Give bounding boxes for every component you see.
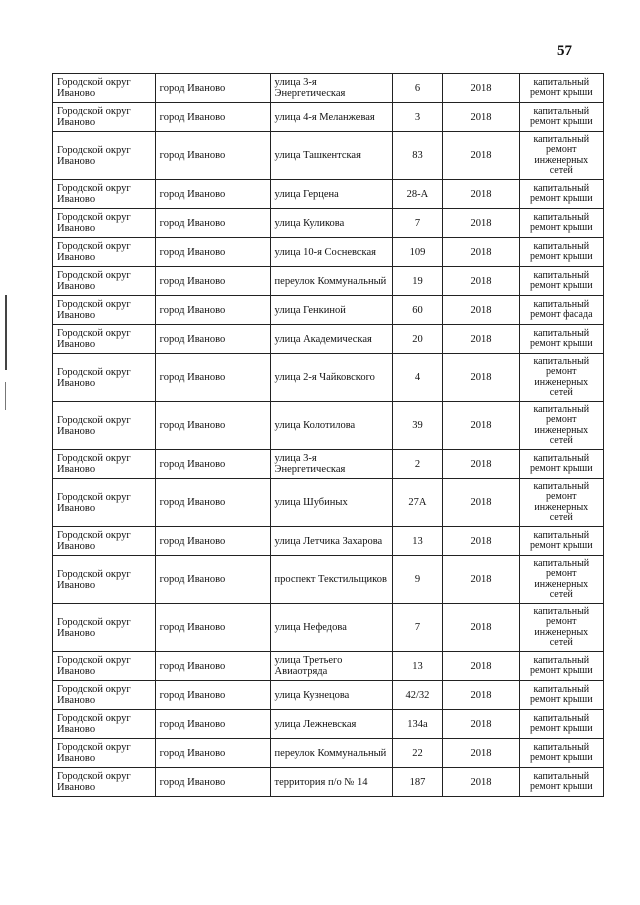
work-type-cell: капитальный ремонт инженерных сетей bbox=[519, 402, 603, 450]
work-type-cell: капитальный ремонт крыши bbox=[519, 74, 603, 103]
street-cell: улица Колотилова bbox=[270, 402, 392, 450]
district-cell: Городской округ Иваново bbox=[53, 238, 156, 267]
table-row bbox=[53, 681, 604, 710]
city-cell: город Иваново bbox=[155, 604, 270, 652]
year-cell: 2018 bbox=[443, 710, 519, 739]
house-number-cell: 27А bbox=[392, 479, 443, 527]
city-cell: город Иваново bbox=[155, 402, 270, 450]
district-cell: Городской округ Иваново bbox=[53, 103, 156, 132]
district-cell: Городской округ Иваново bbox=[53, 132, 156, 180]
work-type-cell: капитальный ремонт крыши bbox=[519, 180, 603, 209]
year-cell: 2018 bbox=[443, 209, 519, 238]
table-row bbox=[53, 479, 604, 527]
work-type-cell: капитальный ремонт крыши bbox=[519, 527, 603, 556]
district-cell: Городской округ Иваново bbox=[53, 74, 156, 103]
district-cell: Городской округ Иваново bbox=[53, 354, 156, 402]
work-type-cell: капитальный ремонт крыши bbox=[519, 739, 603, 768]
work-type-cell: капитальный ремонт крыши bbox=[519, 209, 603, 238]
table-row bbox=[53, 354, 604, 402]
street-cell: улица Куликова bbox=[270, 209, 392, 238]
street-cell: улица Лежневская bbox=[270, 710, 392, 739]
city-cell: город Иваново bbox=[155, 296, 270, 325]
city-cell: город Иваново bbox=[155, 527, 270, 556]
table-row bbox=[53, 450, 604, 479]
scan-artifact-mark bbox=[5, 382, 6, 410]
city-cell: город Иваново bbox=[155, 450, 270, 479]
year-cell: 2018 bbox=[443, 556, 519, 604]
table-row bbox=[53, 402, 604, 450]
house-number-cell: 134а bbox=[392, 710, 443, 739]
table-row bbox=[53, 604, 604, 652]
district-cell: Городской округ Иваново bbox=[53, 739, 156, 768]
repair-schedule-table bbox=[52, 73, 604, 797]
table-row bbox=[53, 267, 604, 296]
street-cell: переулок Коммунальный bbox=[270, 267, 392, 296]
year-cell: 2018 bbox=[443, 402, 519, 450]
house-number-cell: 2 bbox=[392, 450, 443, 479]
table-row bbox=[53, 132, 604, 180]
district-cell: Городской округ Иваново bbox=[53, 556, 156, 604]
house-number-cell: 13 bbox=[392, 652, 443, 681]
city-cell: город Иваново bbox=[155, 354, 270, 402]
work-type-cell: капитальный ремонт инженерных сетей bbox=[519, 604, 603, 652]
table-row bbox=[53, 527, 604, 556]
work-type-cell: капитальный ремонт крыши bbox=[519, 768, 603, 797]
year-cell: 2018 bbox=[443, 527, 519, 556]
table-row bbox=[53, 238, 604, 267]
city-cell: город Иваново bbox=[155, 238, 270, 267]
year-cell: 2018 bbox=[443, 681, 519, 710]
house-number-cell: 83 bbox=[392, 132, 443, 180]
house-number-cell: 39 bbox=[392, 402, 443, 450]
house-number-cell: 4 bbox=[392, 354, 443, 402]
street-cell: улица Шубиных bbox=[270, 479, 392, 527]
district-cell: Городской округ Иваново bbox=[53, 209, 156, 238]
house-number-cell: 13 bbox=[392, 527, 443, 556]
year-cell: 2018 bbox=[443, 450, 519, 479]
table-body bbox=[53, 74, 604, 797]
city-cell: город Иваново bbox=[155, 267, 270, 296]
street-cell: улица 3-я Энергетическая bbox=[270, 450, 392, 479]
city-cell: город Иваново bbox=[155, 479, 270, 527]
work-type-cell: капитальный ремонт крыши bbox=[519, 267, 603, 296]
year-cell: 2018 bbox=[443, 652, 519, 681]
work-type-cell: капитальный ремонт крыши bbox=[519, 325, 603, 354]
house-number-cell: 28-А bbox=[392, 180, 443, 209]
district-cell: Городской округ Иваново bbox=[53, 479, 156, 527]
house-number-cell: 19 bbox=[392, 267, 443, 296]
city-cell: город Иваново bbox=[155, 710, 270, 739]
street-cell: территория п/о № 14 bbox=[270, 768, 392, 797]
street-cell: проспект Текстильщиков bbox=[270, 556, 392, 604]
house-number-cell: 42/32 bbox=[392, 681, 443, 710]
work-type-cell: капитальный ремонт крыши bbox=[519, 238, 603, 267]
street-cell: улица Ташкентская bbox=[270, 132, 392, 180]
year-cell: 2018 bbox=[443, 325, 519, 354]
street-cell: переулок Коммунальный bbox=[270, 739, 392, 768]
table-row bbox=[53, 768, 604, 797]
table-row bbox=[53, 74, 604, 103]
city-cell: город Иваново bbox=[155, 209, 270, 238]
table-row bbox=[53, 103, 604, 132]
street-cell: улица Кузнецова bbox=[270, 681, 392, 710]
city-cell: город Иваново bbox=[155, 325, 270, 354]
year-cell: 2018 bbox=[443, 132, 519, 180]
street-cell: улица Третьего Авиаотряда bbox=[270, 652, 392, 681]
table-row bbox=[53, 209, 604, 238]
district-cell: Городской округ Иваново bbox=[53, 296, 156, 325]
work-type-cell: капитальный ремонт крыши bbox=[519, 710, 603, 739]
work-type-cell: капитальный ремонт инженерных сетей bbox=[519, 556, 603, 604]
house-number-cell: 7 bbox=[392, 209, 443, 238]
district-cell: Городской округ Иваново bbox=[53, 652, 156, 681]
work-type-cell: капитальный ремонт фасада bbox=[519, 296, 603, 325]
work-type-cell: капитальный ремонт инженерных сетей bbox=[519, 479, 603, 527]
house-number-cell: 3 bbox=[392, 103, 443, 132]
page-number: 57 bbox=[557, 43, 572, 59]
table-row bbox=[53, 710, 604, 739]
street-cell: улица Герцена bbox=[270, 180, 392, 209]
year-cell: 2018 bbox=[443, 74, 519, 103]
year-cell: 2018 bbox=[443, 479, 519, 527]
street-cell: улица 3-я Энергетическая bbox=[270, 74, 392, 103]
district-cell: Городской округ Иваново bbox=[53, 604, 156, 652]
table-row bbox=[53, 296, 604, 325]
work-type-cell: капитальный ремонт инженерных сетей bbox=[519, 132, 603, 180]
city-cell: город Иваново bbox=[155, 652, 270, 681]
year-cell: 2018 bbox=[443, 180, 519, 209]
street-cell: улица Летчика Захарова bbox=[270, 527, 392, 556]
year-cell: 2018 bbox=[443, 768, 519, 797]
table-row bbox=[53, 556, 604, 604]
house-number-cell: 187 bbox=[392, 768, 443, 797]
city-cell: город Иваново bbox=[155, 103, 270, 132]
scan-artifact-mark bbox=[5, 295, 7, 370]
year-cell: 2018 bbox=[443, 103, 519, 132]
district-cell: Городской округ Иваново bbox=[53, 180, 156, 209]
work-type-cell: капитальный ремонт крыши bbox=[519, 450, 603, 479]
year-cell: 2018 bbox=[443, 604, 519, 652]
street-cell: улица 4-я Меланжевая bbox=[270, 103, 392, 132]
city-cell: город Иваново bbox=[155, 132, 270, 180]
house-number-cell: 9 bbox=[392, 556, 443, 604]
table-row bbox=[53, 652, 604, 681]
year-cell: 2018 bbox=[443, 354, 519, 402]
district-cell: Городской округ Иваново bbox=[53, 768, 156, 797]
street-cell: улица 2-я Чайковского bbox=[270, 354, 392, 402]
city-cell: город Иваново bbox=[155, 556, 270, 604]
street-cell: улица Нефедова bbox=[270, 604, 392, 652]
table-row bbox=[53, 180, 604, 209]
work-type-cell: капитальный ремонт крыши bbox=[519, 652, 603, 681]
table-row bbox=[53, 739, 604, 768]
city-cell: город Иваново bbox=[155, 739, 270, 768]
table-row bbox=[53, 325, 604, 354]
house-number-cell: 22 bbox=[392, 739, 443, 768]
district-cell: Городской округ Иваново bbox=[53, 402, 156, 450]
district-cell: Городской округ Иваново bbox=[53, 710, 156, 739]
house-number-cell: 20 bbox=[392, 325, 443, 354]
district-cell: Городской округ Иваново bbox=[53, 267, 156, 296]
district-cell: Городской округ Иваново bbox=[53, 450, 156, 479]
house-number-cell: 109 bbox=[392, 238, 443, 267]
city-cell: город Иваново bbox=[155, 681, 270, 710]
house-number-cell: 6 bbox=[392, 74, 443, 103]
district-cell: Городской округ Иваново bbox=[53, 325, 156, 354]
year-cell: 2018 bbox=[443, 296, 519, 325]
year-cell: 2018 bbox=[443, 739, 519, 768]
house-number-cell: 60 bbox=[392, 296, 443, 325]
street-cell: улица Академическая bbox=[270, 325, 392, 354]
work-type-cell: капитальный ремонт крыши bbox=[519, 681, 603, 710]
city-cell: город Иваново bbox=[155, 180, 270, 209]
work-type-cell: капитальный ремонт крыши bbox=[519, 103, 603, 132]
city-cell: город Иваново bbox=[155, 768, 270, 797]
year-cell: 2018 bbox=[443, 267, 519, 296]
house-number-cell: 7 bbox=[392, 604, 443, 652]
street-cell: улица 10-я Сосневская bbox=[270, 238, 392, 267]
work-type-cell: капитальный ремонт инженерных сетей bbox=[519, 354, 603, 402]
year-cell: 2018 bbox=[443, 238, 519, 267]
street-cell: улица Генкиной bbox=[270, 296, 392, 325]
district-cell: Городской округ Иваново bbox=[53, 527, 156, 556]
city-cell: город Иваново bbox=[155, 74, 270, 103]
district-cell: Городской округ Иваново bbox=[53, 681, 156, 710]
